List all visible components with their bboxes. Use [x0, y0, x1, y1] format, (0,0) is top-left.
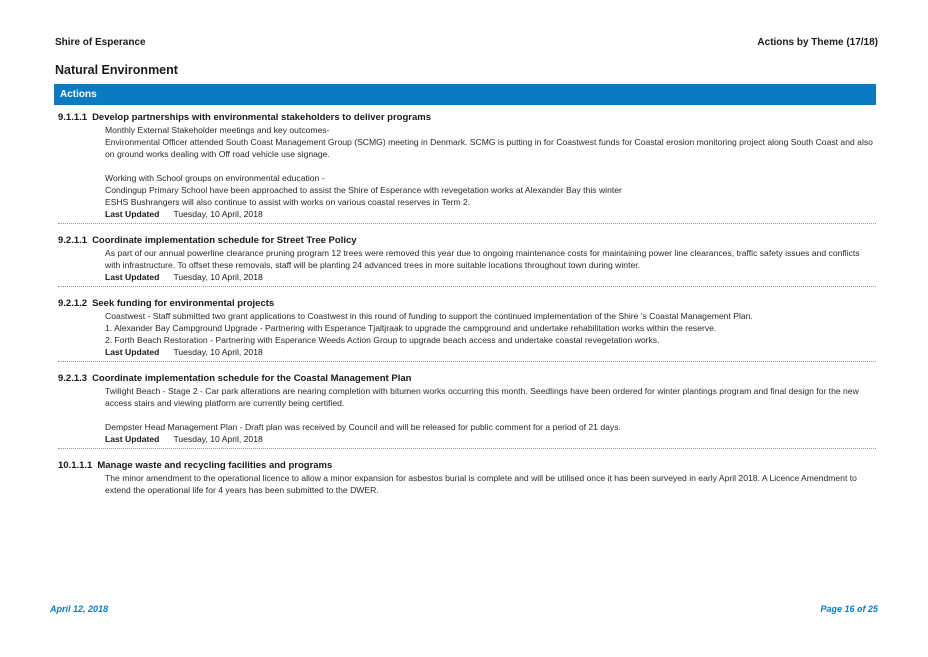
action-item: [58, 234, 876, 287]
last-updated-label: Last Updated: [105, 434, 160, 444]
action-description: [105, 247, 876, 271]
action-number: 9.2.1.2: [58, 298, 88, 309]
action-body-text: As part of our annual powerline clearance pruning program 12 trees were removed this year due to ongoing maintenance costs for maintaining power line clearances, traffic safety issues and conflicts with infrastructure. To offset these removals, staff will be planting 24 advanced trees in more suitable locations throughout town during winter.: [105, 248, 860, 270]
last-updated: [105, 433, 876, 445]
action-heading: [58, 111, 876, 124]
action-body-text: The minor amendment to the operational licence to allow a minor expansion for asbestos burial is complete and will be utilised once it has been surveyed in early April 2018. A Licence Amendment to extend the operational life for 4 years has been submitted to the DWER.: [105, 473, 857, 495]
last-updated-date: Tuesday, 10 April, 2018: [173, 347, 263, 357]
last-updated-date: Tuesday, 10 April, 2018: [173, 209, 263, 219]
report-title: Actions by Theme (17/18): [757, 37, 878, 48]
action-heading: [58, 459, 876, 472]
action-item: [58, 459, 876, 499]
action-description: [105, 310, 876, 346]
action-number: 9.1.1.1: [58, 112, 88, 123]
action-item: [58, 111, 876, 224]
action-heading: [58, 297, 876, 310]
action-title: Manage waste and recycling facilities and programs: [97, 460, 333, 471]
action-description: [105, 472, 876, 496]
last-updated-date: Tuesday, 10 April, 2018: [173, 434, 263, 444]
action-number: 10.1.1.1: [58, 460, 93, 471]
footer-date: April 12, 2018: [50, 604, 109, 614]
action-heading: [58, 234, 876, 247]
action-number: 9.2.1.1: [58, 235, 88, 246]
action-body-text: Coastwest - Staff submitted two grant applications to Coastwest in this round of funding to support the continued implementation of the Shire 's Coastal Management Plan. 1. Alexander Bay Campground Upgrade - Partnering with Esperance Tjaltjraak to upgrade the campground and undertake rehabilitation works within the reserve. 2. Forth Beach Restoration - Partnering with Esperance Weeds Action Group to upgrade beach access and undertake coastal revegetation works.: [105, 311, 753, 345]
action-description: [105, 124, 876, 208]
action-item: [58, 297, 876, 362]
last-updated-label: Last Updated: [105, 272, 160, 282]
action-title: Seek funding for environmental projects: [92, 298, 275, 309]
action-number: 9.2.1.3: [58, 373, 88, 384]
action-body-text: Twilight Beach - Stage 2 - Car park alterations are nearing completion with bitumen works occurring this month. Seedlings have been ordered for winter plantings program and final design for the new access stairs and viewing platform are currently being certified. Dempster Head Management Plan - Draft plan was received by Council and will be released for public comment for a period of 21 days.: [105, 386, 859, 432]
last-updated: [105, 346, 876, 358]
action-body-text: Monthly External Stakeholder meetings and key outcomes- Environmental Officer attended South Coast Management Group (SCMG) meeting in Denmark. SCMG is putting in for Coastwest funds for Coastal erosion monitoring project along South Coast and also on ground works dealing with Off road vehicle use signage. Working with School groups on environmental education - Condingup Primary School have been approached to assist the Shire of Esperance with revegetation works at Alexander Bay this winter ESHS Bushrangers will also continue to assist with works on various coastal reserves in Term 2.: [105, 125, 873, 207]
last-updated-label: Last Updated: [105, 347, 160, 357]
action-title: Develop partnerships with environmental stakeholders to deliver programs: [92, 112, 431, 123]
page-number: Page 16 of 25: [820, 604, 878, 614]
action-title: Coordinate implementation schedule for Street Tree Policy: [92, 235, 357, 246]
last-updated: [105, 271, 876, 283]
action-title: Coordinate implementation schedule for the Coastal Management Plan: [92, 373, 412, 384]
last-updated-date: Tuesday, 10 April, 2018: [173, 272, 263, 282]
last-updated: [105, 208, 876, 220]
section-title: Natural Environment: [55, 63, 178, 77]
action-description: [105, 385, 876, 433]
actions-list: [0, 111, 928, 509]
action-item: [58, 372, 876, 449]
action-heading: [58, 372, 876, 385]
organization-name: Shire of Esperance: [55, 37, 146, 48]
actions-header-bar: Actions: [54, 84, 876, 105]
last-updated-label: Last Updated: [105, 209, 160, 219]
